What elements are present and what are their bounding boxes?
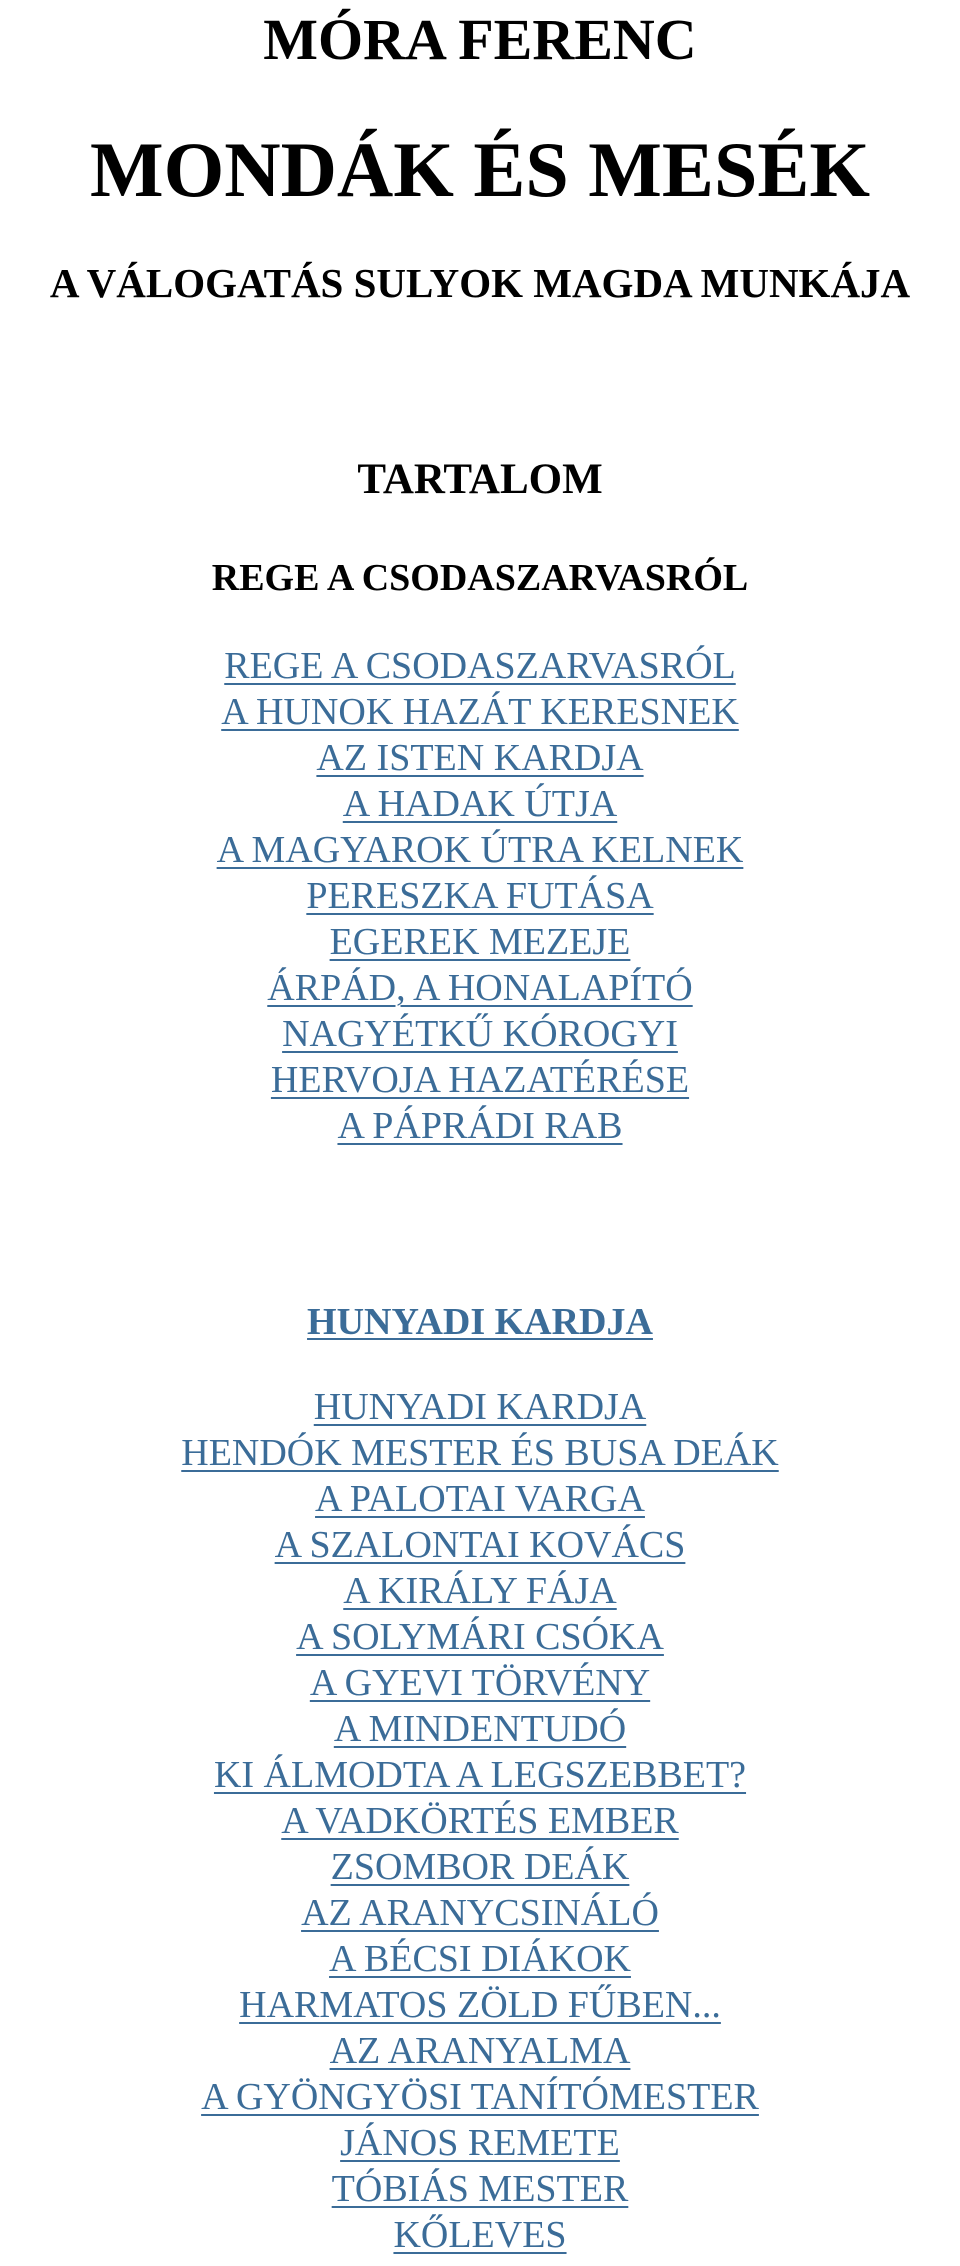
toc-link[interactable]: HERVOJA HAZATÉRÉSE xyxy=(270,1059,690,1101)
toc-item xyxy=(0,2074,960,2120)
toc-list-hunyadi xyxy=(0,1384,960,2258)
toc-item xyxy=(0,1384,960,1430)
author-name: MÓRA FERENC xyxy=(263,7,697,72)
toc-item xyxy=(0,2166,960,2212)
toc-item xyxy=(0,1614,960,1660)
toc-item xyxy=(0,1706,960,1752)
toc-link[interactable]: EGEREK MEZEJE xyxy=(329,921,631,963)
toc-link[interactable]: AZ ISTEN KARDJA xyxy=(316,737,644,779)
toc-link[interactable]: A MINDENTUDÓ xyxy=(333,1708,627,1750)
toc-link[interactable]: TÓBIÁS MESTER xyxy=(331,2168,629,2210)
toc-link[interactable]: A VADKÖRTÉS EMBER xyxy=(281,1800,679,1842)
toc-list-csodaszarvas xyxy=(0,643,960,1149)
toc-link[interactable]: A SOLYMÁRI CSÓKA xyxy=(296,1616,664,1658)
book-subtitle: A VÁLOGATÁS SULYOK MAGDA MUNKÁJA xyxy=(49,260,911,306)
toc-item xyxy=(0,873,960,919)
toc-link[interactable]: KŐLEVES xyxy=(393,2214,567,2256)
toc-item xyxy=(0,2028,960,2074)
toc-item xyxy=(0,1103,960,1149)
toc-item xyxy=(0,1476,960,1522)
toc-link[interactable]: A PALOTAI VARGA xyxy=(315,1478,645,1520)
toc-link[interactable]: AZ ARANYALMA xyxy=(329,2030,631,2072)
toc-link[interactable]: HENDÓK MESTER ÉS BUSA DEÁK xyxy=(181,1432,779,1474)
book-title: MONDÁK ÉS MESÉK xyxy=(89,126,871,213)
toc-item xyxy=(0,1660,960,1706)
toc-item xyxy=(0,919,960,965)
toc-heading: TARTALOM xyxy=(357,456,603,503)
toc-link[interactable]: PERESZKA FUTÁSA xyxy=(306,875,654,917)
toc-link[interactable]: JÁNOS REMETE xyxy=(340,2122,620,2164)
toc-link[interactable]: A HADAK ÚTJA xyxy=(342,783,618,825)
toc-item xyxy=(0,965,960,1011)
toc-link[interactable]: AZ ARANYCSINÁLÓ xyxy=(301,1892,659,1934)
toc-item xyxy=(0,2212,960,2258)
toc-item xyxy=(0,689,960,735)
toc-link[interactable]: A GYEVI TÖRVÉNY xyxy=(309,1662,651,1704)
toc-item xyxy=(0,827,960,873)
toc-item xyxy=(0,1844,960,1890)
section-heading-csodaszarvas: REGE A CSODASZARVASRÓL xyxy=(211,557,749,599)
toc-item xyxy=(0,1057,960,1103)
toc-link[interactable]: ÁRPÁD, A HONALAPÍTÓ xyxy=(267,967,693,1009)
toc-link[interactable]: ZSOMBOR DEÁK xyxy=(330,1846,630,1888)
toc-item xyxy=(0,1982,960,2028)
toc-item xyxy=(0,735,960,781)
toc-item xyxy=(0,1890,960,1936)
toc-item xyxy=(0,1430,960,1476)
toc-link[interactable]: KI ÁLMODTA A LEGSZEBBET? xyxy=(213,1754,747,1796)
toc-item xyxy=(0,1798,960,1844)
toc-item xyxy=(0,2120,960,2166)
toc-link[interactable]: A GYÖNGYÖSI TANÍTÓMESTER xyxy=(201,2076,759,2118)
toc-item xyxy=(0,1568,960,1614)
toc-item xyxy=(0,1936,960,1982)
toc-item xyxy=(0,1011,960,1057)
toc-link[interactable]: A HUNOK HAZÁT KERESNEK xyxy=(221,691,739,733)
section-heading-hunyadi[interactable]: HUNYADI KARDJA xyxy=(307,1301,653,1343)
toc-link[interactable]: A SZALONTAI KOVÁCS xyxy=(274,1524,686,1566)
toc-item xyxy=(0,781,960,827)
toc-link[interactable]: HUNYADI KARDJA xyxy=(313,1386,647,1428)
toc-link[interactable]: REGE A CSODASZARVASRÓL xyxy=(224,645,736,687)
toc-link[interactable]: A KIRÁLY FÁJA xyxy=(343,1570,617,1612)
toc-item xyxy=(0,1752,960,1798)
toc-link[interactable]: NAGYÉTKŰ KÓROGYI xyxy=(282,1013,678,1055)
toc-link[interactable]: HARMATOS ZÖLD FŰBEN... xyxy=(239,1984,721,2026)
toc-link[interactable]: A MAGYAROK ÚTRA KELNEK xyxy=(216,829,744,871)
toc-link[interactable]: A PÁPRÁDI RAB xyxy=(337,1105,623,1147)
toc-item xyxy=(0,643,960,689)
toc-item xyxy=(0,1522,960,1568)
toc-link[interactable]: A BÉCSI DIÁKOK xyxy=(329,1938,631,1980)
